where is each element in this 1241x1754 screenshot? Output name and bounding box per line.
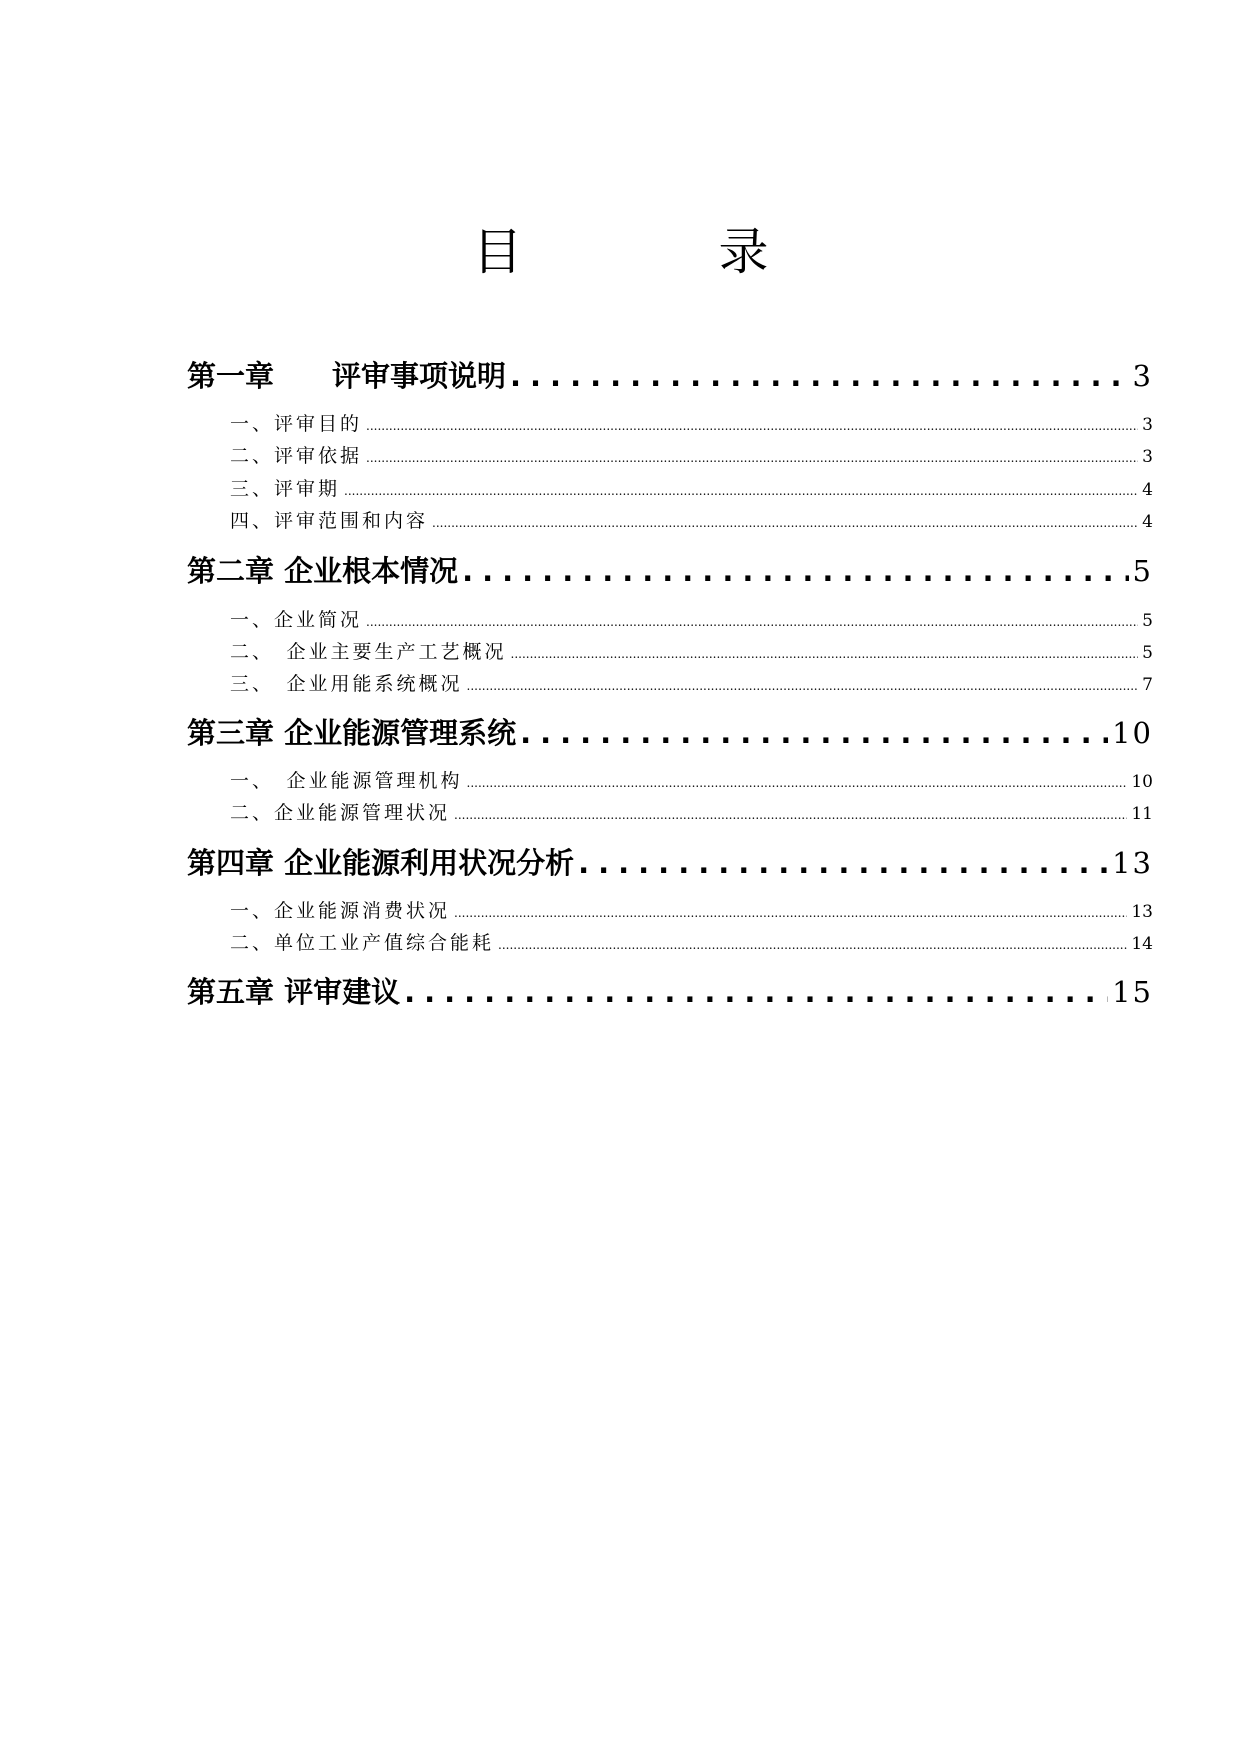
toc-page-number: 10 <box>1131 772 1153 792</box>
toc-entry-label: 第三章 企业能源管理系统 <box>187 716 517 750</box>
toc-entry-label: 三、评审期 <box>230 478 341 500</box>
toc-entry-label: 第二章 企业根本情况 <box>187 554 459 588</box>
toc-page-number: 14 <box>1131 934 1153 954</box>
toc-section-1-1[interactable] <box>187 410 1153 438</box>
toc-chapter-2[interactable] <box>187 551 1153 591</box>
toc-entry-label: 第一章 评审事项说明 <box>187 359 507 393</box>
toc-page-number: 3 <box>1142 415 1153 435</box>
toc-page-number: 4 <box>1142 512 1153 532</box>
toc-page-number: 5 <box>1132 554 1153 588</box>
toc-page-number: 11 <box>1131 804 1153 824</box>
toc-section-2-1[interactable] <box>187 606 1153 634</box>
toc-title: 目 录 <box>472 223 859 281</box>
toc-chapter-1[interactable] <box>187 356 1153 396</box>
toc-entry-label: 二、 企业主要生产工艺概况 <box>230 641 507 663</box>
toc-page-number: 10 <box>1112 716 1153 750</box>
toc-entry-label: 第四章 企业能源利用状况分析 <box>187 846 575 880</box>
toc-page-number: 7 <box>1142 675 1153 695</box>
toc-leader-dots <box>467 672 1139 700</box>
toc-section-2-2[interactable] <box>187 638 1153 666</box>
toc-page-number: 3 <box>1142 447 1153 467</box>
toc-leader-dots <box>366 412 1138 440</box>
toc-page-number: 5 <box>1142 643 1153 663</box>
toc-entry-label: 一、 企业能源管理机构 <box>230 770 463 792</box>
toc-leader-dots <box>510 356 1129 396</box>
toc-section-1-4[interactable] <box>187 507 1153 535</box>
toc-page-number: 15 <box>1112 975 1153 1009</box>
toc-entry-label: 四、评审范围和内容 <box>230 510 429 532</box>
toc-section-2-3[interactable] <box>187 670 1153 698</box>
toc-entry-label: 二、单位工业产值综合能耗 <box>230 932 495 954</box>
toc-section-3-2[interactable] <box>187 799 1153 827</box>
toc-leader-dots <box>498 931 1127 959</box>
toc-section-4-2[interactable] <box>187 929 1153 957</box>
toc-entry-label: 二、企业能源管理状况 <box>230 802 451 824</box>
toc-leader-dots <box>511 640 1139 668</box>
toc-leader-dots <box>344 477 1138 505</box>
table-of-contents <box>187 0 1153 1754</box>
toc-leader-dots <box>366 608 1138 636</box>
toc-leader-dots <box>454 899 1127 927</box>
toc-leader-dots <box>366 444 1138 472</box>
toc-chapter-5[interactable] <box>187 972 1153 1012</box>
toc-entry-label: 三、 企业用能系统概况 <box>230 673 463 695</box>
toc-section-4-1[interactable] <box>187 897 1153 925</box>
toc-page-number: 13 <box>1112 846 1153 880</box>
toc-leader-dots <box>454 801 1127 829</box>
toc-chapter-3[interactable] <box>187 713 1153 753</box>
toc-leader-dots <box>432 509 1138 537</box>
toc-section-1-2[interactable] <box>187 442 1153 470</box>
toc-page-number: 5 <box>1142 611 1153 631</box>
toc-leader-dots <box>578 843 1108 883</box>
toc-chapter-4[interactable] <box>187 843 1153 883</box>
toc-leader-dots <box>467 769 1128 797</box>
toc-entry-label: 第五章 评审建议 <box>187 975 401 1009</box>
toc-leader-dots <box>404 972 1108 1012</box>
toc-page-number: 3 <box>1132 359 1153 393</box>
toc-section-1-3[interactable] <box>187 475 1153 503</box>
toc-section-3-1[interactable] <box>187 767 1153 795</box>
toc-leader-dots <box>520 713 1108 753</box>
toc-entry-label: 一、企业简况 <box>230 609 363 631</box>
toc-entry-label: 二、评审依据 <box>230 445 363 467</box>
toc-leader-dots <box>462 551 1128 591</box>
toc-page-number: 13 <box>1131 902 1153 922</box>
toc-page-number: 4 <box>1142 480 1153 500</box>
toc-entry-label: 一、评审目的 <box>230 413 363 435</box>
toc-entry-label: 一、企业能源消费状况 <box>230 900 451 922</box>
